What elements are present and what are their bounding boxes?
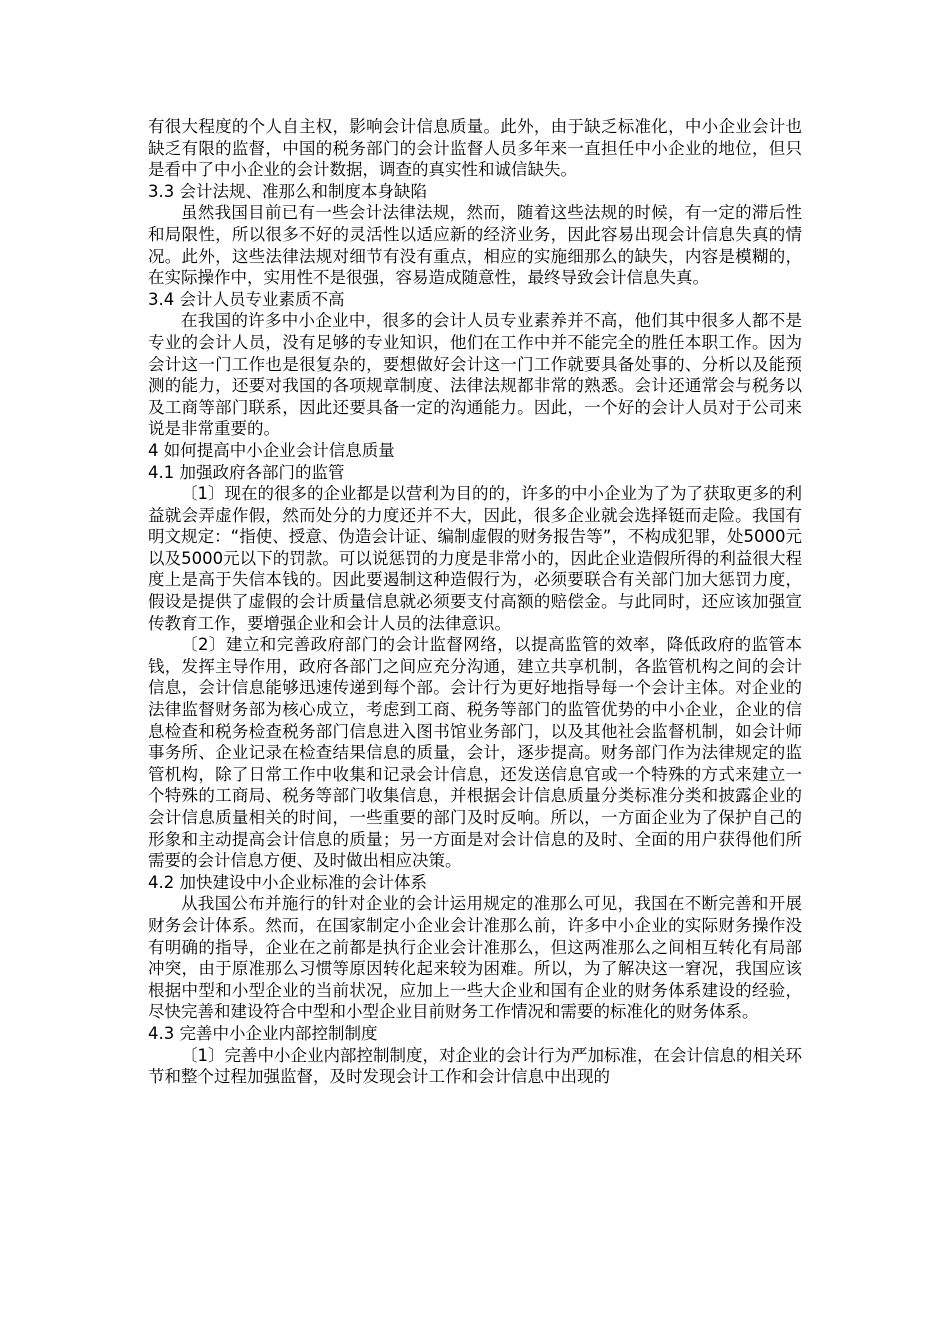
section-heading-4-1: 4.1 加强政府各部门的监管 <box>148 462 345 482</box>
section-heading-3-4: 3.4 会计人员专业素质不高 <box>148 289 345 309</box>
paragraph-penalty: 〔1〕现在的很多的企业都是以营利为目的的，许多的中小企业为了为了获取更多的利益就会弄虚作假，然而处分的力度还并不大，因此，很多企业就会选择铤而走险。我国有明文规定：“指使、授意、伪造会计证、编制虚假的财务报告等”，不构成犯罪，处5000元以及5000元以下的罚款。可以说惩罚的力度是非常小的，因此企业造假所得的利益很大程度上是高于失信本钱的。因此要遏制这种造假行为，必须要联合有关部门加大惩罚力度，假设是提供了虚假的会计质量信息就必须要支付高额的赔偿金。与此同时，还应该加强宣传教育工作，要增强企业和会计人员的法律意识。 <box>148 484 802 633</box>
paragraph-intro-continued: 有很大程度的个人自主权，影响会计信息质量。此外，由于缺乏标准化，中小企业会计也缺乏有限的监督，中国的税务部门的会计监督人员多年来一直担任中小企业的地位，但只是看中了中小企业的会计数据，调查的真实性和诚信缺失。 <box>148 117 802 180</box>
document-page <box>148 116 802 1088</box>
section-heading-4-3: 4.3 完善中小企业内部控制制度 <box>148 1023 378 1043</box>
chapter-heading-4: 4 如何提高中小企业会计信息质量 <box>148 440 395 460</box>
section-heading-4-2: 4.2 加快建设中小企业标准的会计体系 <box>148 872 427 892</box>
paragraph-internal-control: 〔1〕完善中小企业内部控制制度，对企业的会计行为严加标准，在会计信息的相关环节和整个过程加强监督，及时发现会计工作和会计信息中出现的 <box>148 1045 802 1087</box>
paragraph-supervision-network: 〔2〕建立和完善政府部门的会计监督网络，以提高监管的效率，降低政府的监管本钱，发挥主导作用，政府各部门之间应充分沟通，建立共享机制，各监管机构之间的会计信息，会计信息能够迅速传递到每个部。会计行为更好地指导每一个会计主体。对企业的法律监督财务部为核心成立，考虑到工商、税务等部门的监管优势的中小企业，企业的信息检查和税务检查税务部门信息进入图书馆业务部门，以及其他社会监督机制，如会计师事务所、企业记录在检查结果信息的质量，会计，逐步提高。财务部门作为法律规定的监管机构，除了日常工作中收集和记录会计信息，还发送信息官或一个特殊的方式来建立一个特殊的工商局、税务等部门收集信息，并根据会计信息质量分类标准分类和披露企业的会计信息质量相关的时间，一些重要的部门及时反响。所以，一方面企业为了保护自己的形象和主动提高会计信息的质量；另一方面是对会计信息的及时、全面的用户获得他们所需要的会计信息方便、及时做出相应决策。 <box>148 635 802 871</box>
paragraph-regulation-defects: 虽然我国目前已有一些会计法律法规，然而，随着这些法规的时候，有一定的滞后性和局限性，所以很多不好的灵活性以适应新的经济业务，因此容易出现会计信息失真的情况。此外，这些法律法规对细节有没有重点，相应的实施细那么的缺失，内容是模糊的，在实际操作中，实用性不是很强，容易造成随意性，最终导致会计信息失真。 <box>148 203 802 288</box>
paragraph-staff-quality: 在我国的许多中小企业中，很多的会计人员专业素养并不高，他们其中很多人都不是专业的会计人员，没有足够的专业知识，他们在工作中并不能完全的胜任本职工作。因为会计这一门工作也是很复杂的，要想做好会计这一门工作就要具备处事的、分析以及能预测的能力，还要对我国的各项规章制度、法律法规都非常的熟悉。会计还通常会与税务以及工商等部门联系，因此还要具备一定的沟通能力。因此，一个好的会计人员对于公司来说是非常重要的。 <box>148 311 802 439</box>
section-heading-3-3: 3.3 会计法规、准那么和制度本身缺陷 <box>148 181 427 201</box>
paragraph-accounting-system: 从我国公布并施行的针对企业的会计运用规定的准那么可见，我国在不断完善和开展财务会计体系。然而，在国家制定小企业会计准那么前，许多中小企业的实际财务操作没有明确的指导，企业在之前都是执行企业会计准那么，但这两准那么之间相互转化有局部冲突，由于原准那么习惯等原因转化起来较为困难。所以，为了解决这一窘况，我国应该根据中型和小型企业的当前状况，应加上一些大企业和国有企业的财务体系建设的经验，尽快完善和建设符合中型和小型企业目前财务工作情况和需要的标准化的财务体系。 <box>148 894 802 1022</box>
